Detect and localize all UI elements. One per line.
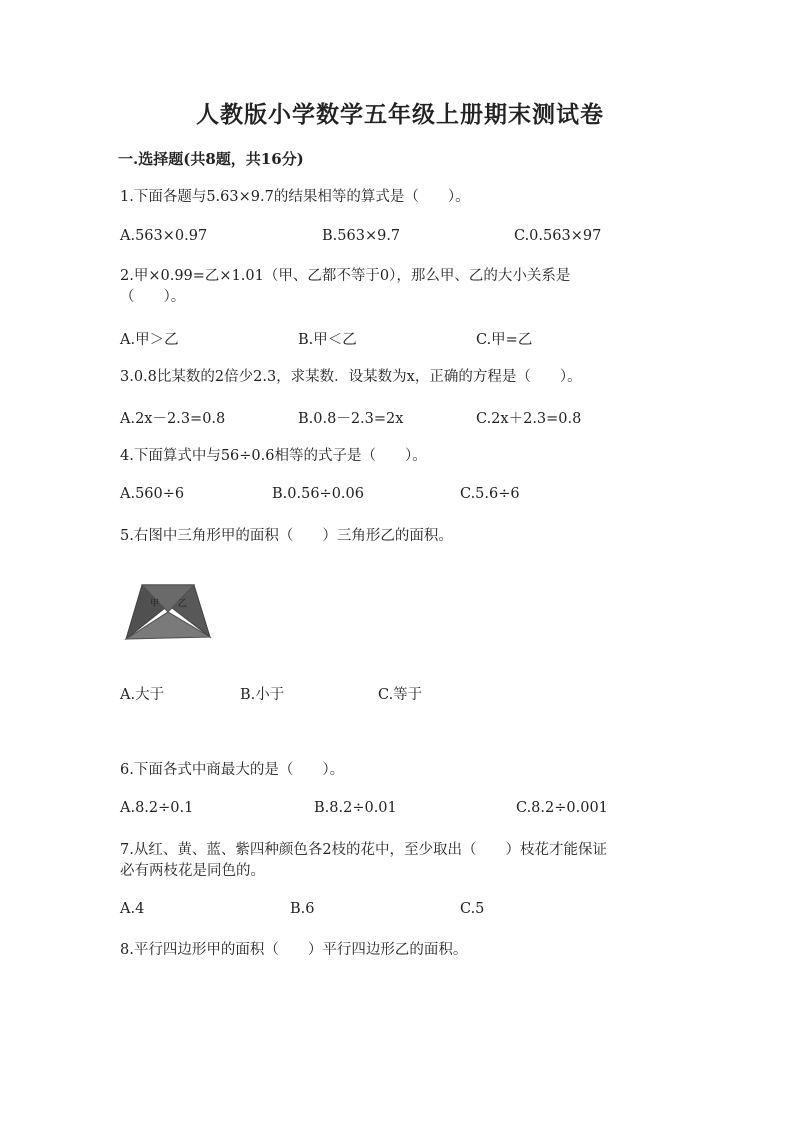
question-4: 4.下面算式中与56÷0.6相等的式子是（ ）。: [120, 448, 427, 464]
question-1: 1.下面各题与5.63×9.7的结果相等的算式是（ ）。: [120, 189, 470, 205]
q7-option-b: B.6: [290, 901, 315, 917]
q2-option-c: C.甲=乙: [476, 332, 533, 348]
triangles-diagram: [124, 582, 214, 642]
q6-option-c: C.8.2÷0.001: [516, 800, 608, 816]
question-7-line-1: 7.从红、黄、蓝、紫四种颜色各2枝的花中，至少取出（ ）枝花才能保证: [120, 842, 608, 858]
q1-option-a: A.563×0.97: [120, 228, 208, 244]
question-8: 8.平行四边形甲的面积（ ）平行四边形乙的面积。: [120, 942, 468, 958]
q2-option-b: B.甲＜乙: [298, 332, 357, 348]
q7-option-a: A.4: [120, 901, 145, 917]
question-5: 5.右图中三角形甲的面积（ ）三角形乙的面积。: [120, 528, 453, 544]
question-6: 6.下面各式中商最大的是（ ）。: [120, 762, 345, 778]
question-2-line-2: （ ）。: [120, 289, 186, 305]
q1-option-b: B.563×9.7: [322, 228, 401, 244]
q5-option-b: B.小于: [240, 687, 285, 703]
q3-option-a: A.2x－2.3=0.8: [120, 411, 226, 427]
q7-option-c: C.5: [460, 901, 485, 917]
q5-option-c: C.等于: [378, 687, 423, 703]
section-heading: 一.选择题(共8题，共16分): [118, 150, 304, 168]
q4-option-b: B.0.56÷0.06: [272, 486, 364, 502]
q3-option-c: C.2x＋2.3=0.8: [476, 411, 582, 427]
question-3: 3.0.8比某数的2倍少2.3，求某数．设某数为x，正确的方程是（ ）。: [120, 369, 582, 385]
label-yi: 乙: [178, 599, 188, 609]
triangles-figure: [124, 582, 214, 642]
label-jia: 甲: [150, 599, 160, 609]
q6-option-a: A.8.2÷0.1: [120, 800, 194, 816]
q4-option-a: A.560÷6: [120, 486, 185, 502]
q3-option-b: B.0.8－2.3=2x: [298, 411, 404, 427]
question-2-line-1: 2.甲×0.99=乙×1.01（甲、乙都不等于0），那么甲、乙的大小关系是: [120, 268, 571, 284]
q1-option-c: C.0.563×97: [514, 228, 602, 244]
question-7-line-2: 必有两枝花是同色的。: [120, 863, 265, 879]
q6-option-b: B.8.2÷0.01: [314, 800, 397, 816]
exam-title: 人教版小学数学五年级上册期末测试卷: [196, 101, 604, 128]
q5-option-a: A.大于: [120, 687, 165, 703]
q2-option-a: A.甲＞乙: [120, 332, 179, 348]
q4-option-c: C.5.6÷6: [460, 486, 520, 502]
